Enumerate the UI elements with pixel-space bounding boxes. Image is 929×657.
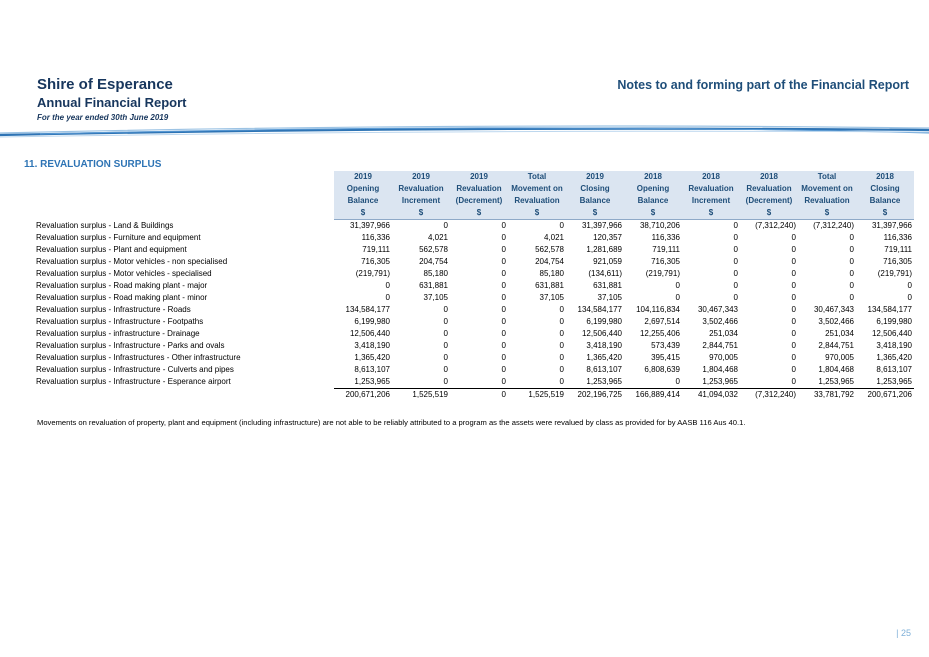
column-header-cell: 2019	[450, 171, 508, 183]
row-label: Revaluation surplus - Road making plant - major	[36, 281, 208, 290]
value-cell: 1,365,420	[876, 353, 912, 362]
value-cell: 134,584,177	[345, 305, 390, 314]
column-header-cell: Balance	[856, 195, 914, 207]
value-cell: 120,357	[593, 233, 622, 242]
value-cell: 30,467,343	[697, 305, 738, 314]
value-cell: 0	[791, 377, 796, 386]
value-cell: 2,844,751	[818, 341, 854, 350]
value-cell: 719,111	[362, 245, 390, 254]
value-cell: 0	[791, 293, 796, 302]
value-cell: 0	[791, 257, 796, 266]
value-cell: 12,506,440	[349, 329, 390, 338]
value-cell: 0	[849, 293, 854, 302]
column-header-cell: Movement on	[798, 183, 856, 195]
row-label: Revaluation surplus - Plant and equipment	[36, 245, 187, 254]
table-row	[34, 352, 914, 364]
total-cell: 41,094,032	[682, 389, 740, 402]
table-header-row	[34, 171, 914, 183]
column-header-cell: Closing	[566, 183, 624, 195]
row-label: Revaluation surplus - Land & Buildings	[36, 220, 174, 230]
value-cell: 1,253,965	[586, 377, 622, 386]
value-cell: 0	[675, 377, 680, 386]
total-cell: 166,889,414	[624, 389, 682, 402]
value-cell: 716,305	[361, 257, 390, 266]
report-title: Annual Financial Report	[37, 95, 187, 110]
column-header-cell: (Decrement)	[740, 195, 798, 207]
value-cell: 0	[443, 305, 448, 314]
value-cell: 0	[501, 281, 506, 290]
value-cell: 204,754	[535, 257, 564, 266]
value-cell: 0	[501, 221, 506, 230]
value-cell: 1,281,689	[586, 245, 622, 254]
value-cell: 104,116,834	[636, 305, 680, 314]
value-cell: 12,506,440	[871, 329, 912, 338]
value-cell: 0	[443, 221, 448, 230]
value-cell: 2,697,514	[644, 317, 680, 326]
row-label: Revaluation surplus - Motor vehicles - specialised	[36, 269, 212, 278]
value-cell: 3,502,466	[818, 317, 854, 326]
value-cell: 116,336	[361, 233, 390, 242]
organisation-name: Shire of Esperance	[37, 76, 173, 93]
value-cell: 0	[791, 365, 796, 374]
column-header-cell: Movement on	[508, 183, 566, 195]
unit-cell: $	[392, 207, 450, 220]
total-cell: 200,671,206	[856, 389, 914, 402]
value-cell: 1,365,420	[586, 353, 622, 362]
row-label: Revaluation surplus - Infrastructures - Other infrastructure	[36, 353, 241, 362]
table-row	[34, 220, 914, 233]
row-label: Revaluation surplus - Infrastructure - Roads	[36, 305, 191, 314]
header-blank-cell	[34, 195, 334, 207]
value-cell: 0	[791, 329, 796, 338]
value-cell: 0	[907, 281, 912, 290]
value-cell: 0	[733, 269, 738, 278]
value-cell: 0	[559, 305, 564, 314]
table-row	[34, 340, 914, 352]
column-header-cell: Total	[508, 171, 566, 183]
value-cell: 0	[791, 233, 796, 242]
column-header-cell: Revaluation	[682, 183, 740, 195]
value-cell: 0	[559, 365, 564, 374]
header-blank-cell	[34, 183, 334, 195]
unit-cell: $	[624, 207, 682, 220]
value-cell: (219,791)	[355, 269, 390, 278]
value-cell: 0	[791, 281, 796, 290]
column-header-cell: 2018	[682, 171, 740, 183]
value-cell: 395,415	[651, 353, 680, 362]
value-cell: 0	[501, 305, 506, 314]
value-cell: 4,021	[427, 233, 448, 242]
value-cell: 0	[733, 233, 738, 242]
column-header-cell: Balance	[334, 195, 392, 207]
totals-row	[34, 389, 914, 402]
total-cell: (7,312,240)	[740, 389, 798, 402]
value-cell: (7,312,240)	[755, 221, 796, 230]
row-label: Revaluation surplus - Infrastructure - Footpaths	[36, 317, 204, 326]
value-cell: 116,336	[651, 233, 680, 242]
column-header-cell: Revaluation	[740, 183, 798, 195]
row-label: Revaluation surplus - Motor vehicles - non specialised	[36, 257, 228, 266]
column-header-cell: Total	[798, 171, 856, 183]
value-cell: 31,397,966	[871, 221, 912, 230]
value-cell: 0	[443, 365, 448, 374]
value-cell: 3,418,190	[876, 341, 912, 350]
table-row	[34, 376, 914, 389]
report-period: For the year ended 30th June 2019	[37, 113, 169, 122]
value-cell: 204,754	[419, 257, 448, 266]
table-row	[34, 280, 914, 292]
value-cell: 0	[443, 329, 448, 338]
value-cell: 1,804,468	[702, 365, 738, 374]
value-cell: 8,613,107	[586, 365, 622, 374]
value-cell: 85,180	[539, 269, 564, 278]
column-header-cell: Increment	[682, 195, 740, 207]
value-cell: 573,439	[651, 341, 680, 350]
column-header-cell: Revaluation	[798, 195, 856, 207]
value-cell: 0	[443, 341, 448, 350]
value-cell: 8,613,107	[354, 365, 390, 374]
value-cell: 0	[501, 317, 506, 326]
column-header-cell: 2019	[392, 171, 450, 183]
total-cell: 202,196,725	[566, 389, 624, 402]
value-cell: (7,312,240)	[813, 221, 854, 230]
value-cell: 0	[559, 353, 564, 362]
value-cell: 37,105	[423, 293, 448, 302]
value-cell: 921,059	[593, 257, 622, 266]
value-cell: 251,034	[825, 329, 854, 338]
column-header-cell: 2018	[856, 171, 914, 183]
value-cell: 37,105	[597, 293, 622, 302]
value-cell: 719,111	[652, 245, 680, 254]
value-cell: 0	[443, 377, 448, 386]
value-cell: 0	[733, 245, 738, 254]
value-cell: 6,808,639	[644, 365, 680, 374]
value-cell: 0	[385, 293, 390, 302]
table-row	[34, 304, 914, 316]
value-cell: 0	[849, 281, 854, 290]
column-header-cell: Balance	[624, 195, 682, 207]
table-header-row	[34, 183, 914, 195]
value-cell: 716,305	[883, 257, 912, 266]
value-cell: 631,881	[535, 281, 564, 290]
totals-label-blank	[34, 389, 334, 402]
value-cell: 970,005	[825, 353, 854, 362]
value-cell: 1,365,420	[354, 353, 390, 362]
unit-cell: $	[334, 207, 392, 220]
value-cell: 0	[791, 341, 796, 350]
value-cell: 719,111	[884, 245, 912, 254]
value-cell: 1,804,468	[818, 365, 854, 374]
table-row	[34, 316, 914, 328]
value-cell: 0	[501, 245, 506, 254]
column-header-cell: (Decrement)	[450, 195, 508, 207]
unit-cell: $	[508, 207, 566, 220]
total-cell: 1,525,519	[392, 389, 450, 402]
value-cell: 0	[443, 317, 448, 326]
table-row	[34, 256, 914, 268]
row-label: Revaluation surplus - Infrastructure - Esperance airport	[36, 377, 231, 387]
value-cell: 134,584,177	[867, 305, 912, 314]
value-cell: 6,199,980	[354, 317, 390, 326]
column-header-cell: Increment	[392, 195, 450, 207]
value-cell: 0	[501, 377, 506, 386]
value-cell: 0	[501, 365, 506, 374]
column-header-cell: Revaluation	[392, 183, 450, 195]
value-cell: 0	[733, 221, 738, 230]
value-cell: 134,584,177	[577, 305, 622, 314]
unit-row	[34, 207, 914, 220]
value-cell: (219,791)	[877, 269, 912, 278]
value-cell: 12,506,440	[581, 329, 622, 338]
total-cell: 0	[450, 389, 508, 402]
column-header-cell: 2018	[740, 171, 798, 183]
value-cell: 0	[559, 317, 564, 326]
value-cell: 0	[559, 341, 564, 350]
table-row	[34, 232, 914, 244]
value-cell: 0	[501, 353, 506, 362]
value-cell: 0	[559, 377, 564, 386]
table-row	[34, 328, 914, 340]
value-cell: 0	[849, 233, 854, 242]
value-cell: 251,034	[709, 329, 738, 338]
value-cell: 0	[907, 293, 912, 302]
notes-title: Notes to and forming part of the Financial Report	[617, 78, 909, 92]
column-header-cell: 2019	[566, 171, 624, 183]
value-cell: 0	[791, 269, 796, 278]
value-cell: 30,467,343	[813, 305, 854, 314]
value-cell: 0	[791, 305, 796, 314]
table-row	[34, 364, 914, 376]
value-cell: 1,253,965	[876, 377, 912, 386]
value-cell: 716,305	[651, 257, 680, 266]
value-cell: 0	[501, 329, 506, 338]
column-header-cell: Closing	[856, 183, 914, 195]
column-header-cell: Revaluation	[508, 195, 566, 207]
column-header-cell: Revaluation	[450, 183, 508, 195]
column-header-cell: Opening	[334, 183, 392, 195]
value-cell: 0	[501, 257, 506, 266]
unit-cell: $	[740, 207, 798, 220]
row-label: Revaluation surplus - infrastructure - Drainage	[36, 329, 200, 338]
value-cell: 0	[559, 329, 564, 338]
value-cell: 37,105	[539, 293, 564, 302]
value-cell: (219,791)	[645, 269, 680, 278]
value-cell: 1,253,965	[818, 377, 854, 386]
table-row	[34, 292, 914, 304]
footnote: Movements on revaluation of property, plant and equipment (including infrastructure) are not able to be reliably attributed to a program as the assets were revalued by class as provided for by AASB 116 Aus 40.1.	[37, 418, 746, 427]
unit-cell: $	[450, 207, 508, 220]
column-header-cell: Balance	[566, 195, 624, 207]
value-cell: 631,881	[593, 281, 622, 290]
header-swoosh-graphic	[0, 120, 929, 150]
value-cell: 116,336	[883, 233, 912, 242]
value-cell: 6,199,980	[586, 317, 622, 326]
value-cell: 8,613,107	[876, 365, 912, 374]
value-cell: 3,502,466	[702, 317, 738, 326]
value-cell: 0	[791, 353, 796, 362]
unit-cell: $	[566, 207, 624, 220]
value-cell: 0	[849, 245, 854, 254]
table-row	[34, 268, 914, 280]
value-cell: 3,418,190	[586, 341, 622, 350]
column-header-cell: Opening	[624, 183, 682, 195]
value-cell: 38,710,206	[639, 221, 680, 230]
value-cell: 0	[385, 281, 390, 290]
value-cell: 0	[733, 281, 738, 290]
value-cell: 0	[733, 293, 738, 302]
value-cell: 0	[849, 269, 854, 278]
section-title: 11. REVALUATION SURPLUS	[24, 159, 162, 170]
value-cell: 0	[791, 317, 796, 326]
total-cell: 33,781,792	[798, 389, 856, 402]
unit-cell: $	[856, 207, 914, 220]
value-cell: 0	[733, 257, 738, 266]
unit-blank-cell	[34, 207, 334, 220]
table-row	[34, 244, 914, 256]
value-cell: 3,418,190	[354, 341, 390, 350]
revaluation-surplus-table	[34, 171, 914, 401]
row-label: Revaluation surplus - Infrastructure - Parks and ovals	[36, 341, 225, 350]
row-label: Revaluation surplus - Infrastructure - Culverts and pipes	[36, 365, 234, 374]
value-cell: 631,881	[419, 281, 448, 290]
value-cell: 4,021	[543, 233, 564, 242]
total-cell: 1,525,519	[508, 389, 566, 402]
value-cell: 0	[501, 293, 506, 302]
value-cell: 0	[501, 269, 506, 278]
column-header-cell: 2018	[624, 171, 682, 183]
value-cell: 0	[791, 245, 796, 254]
row-label: Revaluation surplus - Furniture and equipment	[36, 233, 201, 242]
value-cell: 85,180	[423, 269, 448, 278]
value-cell: 562,578	[535, 245, 564, 254]
total-cell: 200,671,206	[334, 389, 392, 402]
row-label: Revaluation surplus - Road making plant - minor	[36, 293, 208, 302]
value-cell: 1,253,965	[702, 377, 738, 386]
value-cell: 12,255,406	[639, 329, 680, 338]
table-header-row	[34, 195, 914, 207]
value-cell: (134,611)	[588, 269, 622, 278]
value-cell: 562,578	[419, 245, 448, 254]
value-cell: 0	[501, 233, 506, 242]
unit-cell: $	[682, 207, 740, 220]
value-cell: 0	[559, 221, 564, 230]
unit-cell: $	[798, 207, 856, 220]
value-cell: 2,844,751	[702, 341, 738, 350]
value-cell: 0	[443, 353, 448, 362]
value-cell: 0	[675, 281, 680, 290]
value-cell: 31,397,966	[581, 221, 622, 230]
value-cell: 1,253,965	[354, 377, 390, 386]
value-cell: 6,199,980	[876, 317, 912, 326]
header-blank-cell	[34, 171, 334, 183]
value-cell: 0	[675, 293, 680, 302]
column-header-cell: 2019	[334, 171, 392, 183]
value-cell: 0	[501, 341, 506, 350]
value-cell: 31,397,966	[349, 221, 390, 230]
page-number: | 25	[896, 628, 911, 638]
value-cell: 970,005	[709, 353, 738, 362]
value-cell: 0	[849, 257, 854, 266]
